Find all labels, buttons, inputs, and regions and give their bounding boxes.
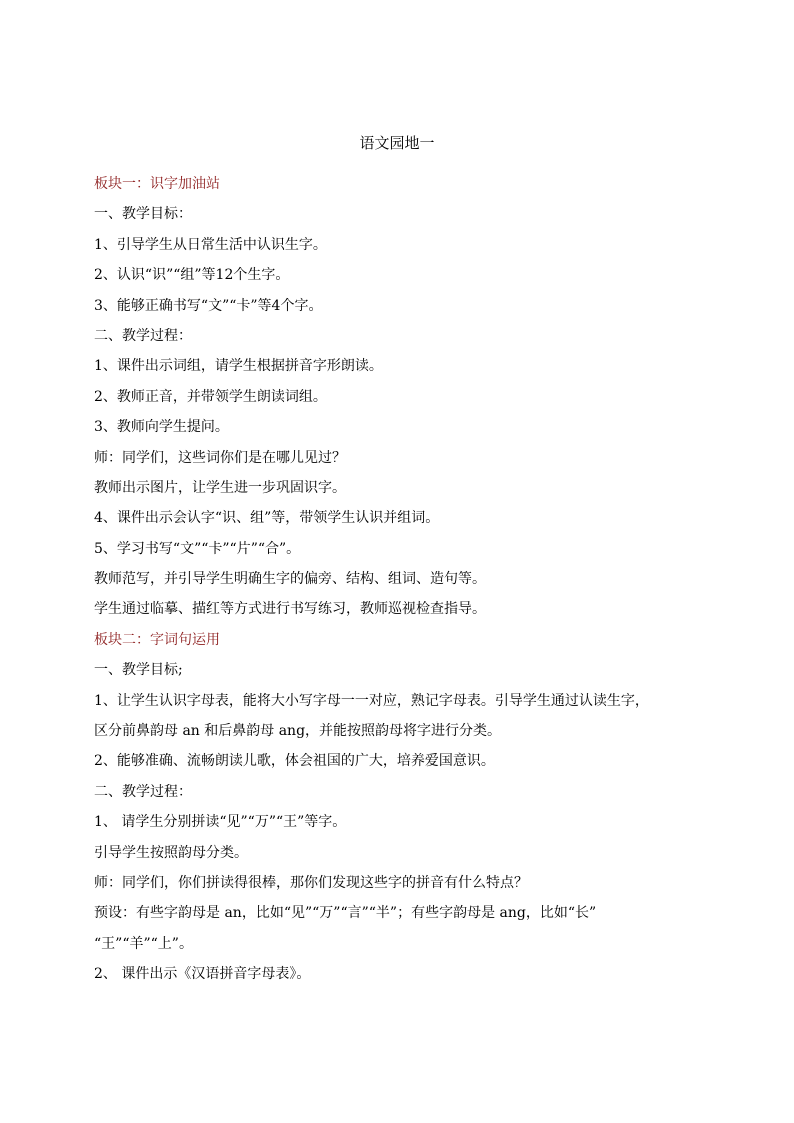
section1-process-6: 4、课件出示会认字“识、组”等，带领学生认识并组词。	[94, 510, 440, 527]
section1-process-9: 学生通过临摹、描红等方式进行书写练习，教师巡视检查指导。	[94, 601, 486, 618]
section2-preset-line-2: “王”“羊”“上”。	[94, 935, 193, 952]
document-title: 语文园地一	[359, 134, 435, 152]
section2-preset-line-1: 预设：有些字韵母是 an，比如“见”“万”“言”“半”；有些字韵母是 ang，比如“长”	[94, 905, 597, 922]
section2-goal-2: 2、能够准确、流畅朗读儿歌，体会祖国的广大，培养爱国意识。	[94, 753, 495, 770]
section2-process-1: 1、 请学生分别拼读“见”“万”“王”等字。	[94, 814, 347, 831]
section1-goal-1: 1、引导学生从日常生活中认识生字。	[94, 236, 327, 253]
section1-process-3: 3、教师向学生提问。	[94, 419, 229, 436]
section1-process-1: 1、课件出示词组，请学生根据拼音字形朗读。	[94, 358, 383, 375]
section1-process-4: 师：同学们，这些词你们是在哪儿见过？	[94, 449, 346, 466]
section1-process-5: 教师出示图片，让学生进一步巩固识字。	[94, 479, 346, 496]
section1-process-2: 2、教师正音，并带领学生朗读词组。	[94, 388, 327, 405]
section2-goal-1-line-2: 区分前鼻韵母 an 和后鼻韵母 ang，并能按照韵母将字进行分类。	[94, 723, 502, 740]
section1-goal-2: 2、认识“识”“组”等12个生字。	[94, 267, 290, 284]
document-body	[94, 169, 724, 990]
section2-process-4: 2、 课件出示《汉语拼音字母表》。	[94, 966, 311, 983]
section2-goals-heading: 一、教学目标;	[94, 662, 183, 679]
section2-goal-1-line-1: 1、让学生认识字母表，能将大小写字母一一对应，熟记字母表。引导学生通过认读生字，	[94, 692, 649, 709]
section2-process-heading: 二、教学过程：	[94, 783, 192, 800]
section1-heading: 板块一：识字加油站	[94, 176, 220, 192]
section2-heading: 板块二：字词句运用	[94, 631, 220, 648]
section1-process-7: 5、学习书写“文”“卡”“片”“合”。	[94, 540, 301, 557]
section1-process-8: 教师范写，并引导学生明确生字的偏旁、结构、组词、造句等。	[94, 571, 486, 588]
section1-goals-heading: 一、教学目标：	[94, 206, 192, 223]
section2-process-2: 引导学生按照韵母分类。	[94, 844, 248, 861]
section2-process-3: 师：同学们，你们拼读得很棒，那你们发现这些字的拼音有什么特点？	[94, 874, 528, 891]
section1-goal-3: 3、能够正确书写“文”“卡”等4个字。	[94, 297, 323, 314]
section1-process-heading: 二、教学过程：	[94, 327, 192, 344]
